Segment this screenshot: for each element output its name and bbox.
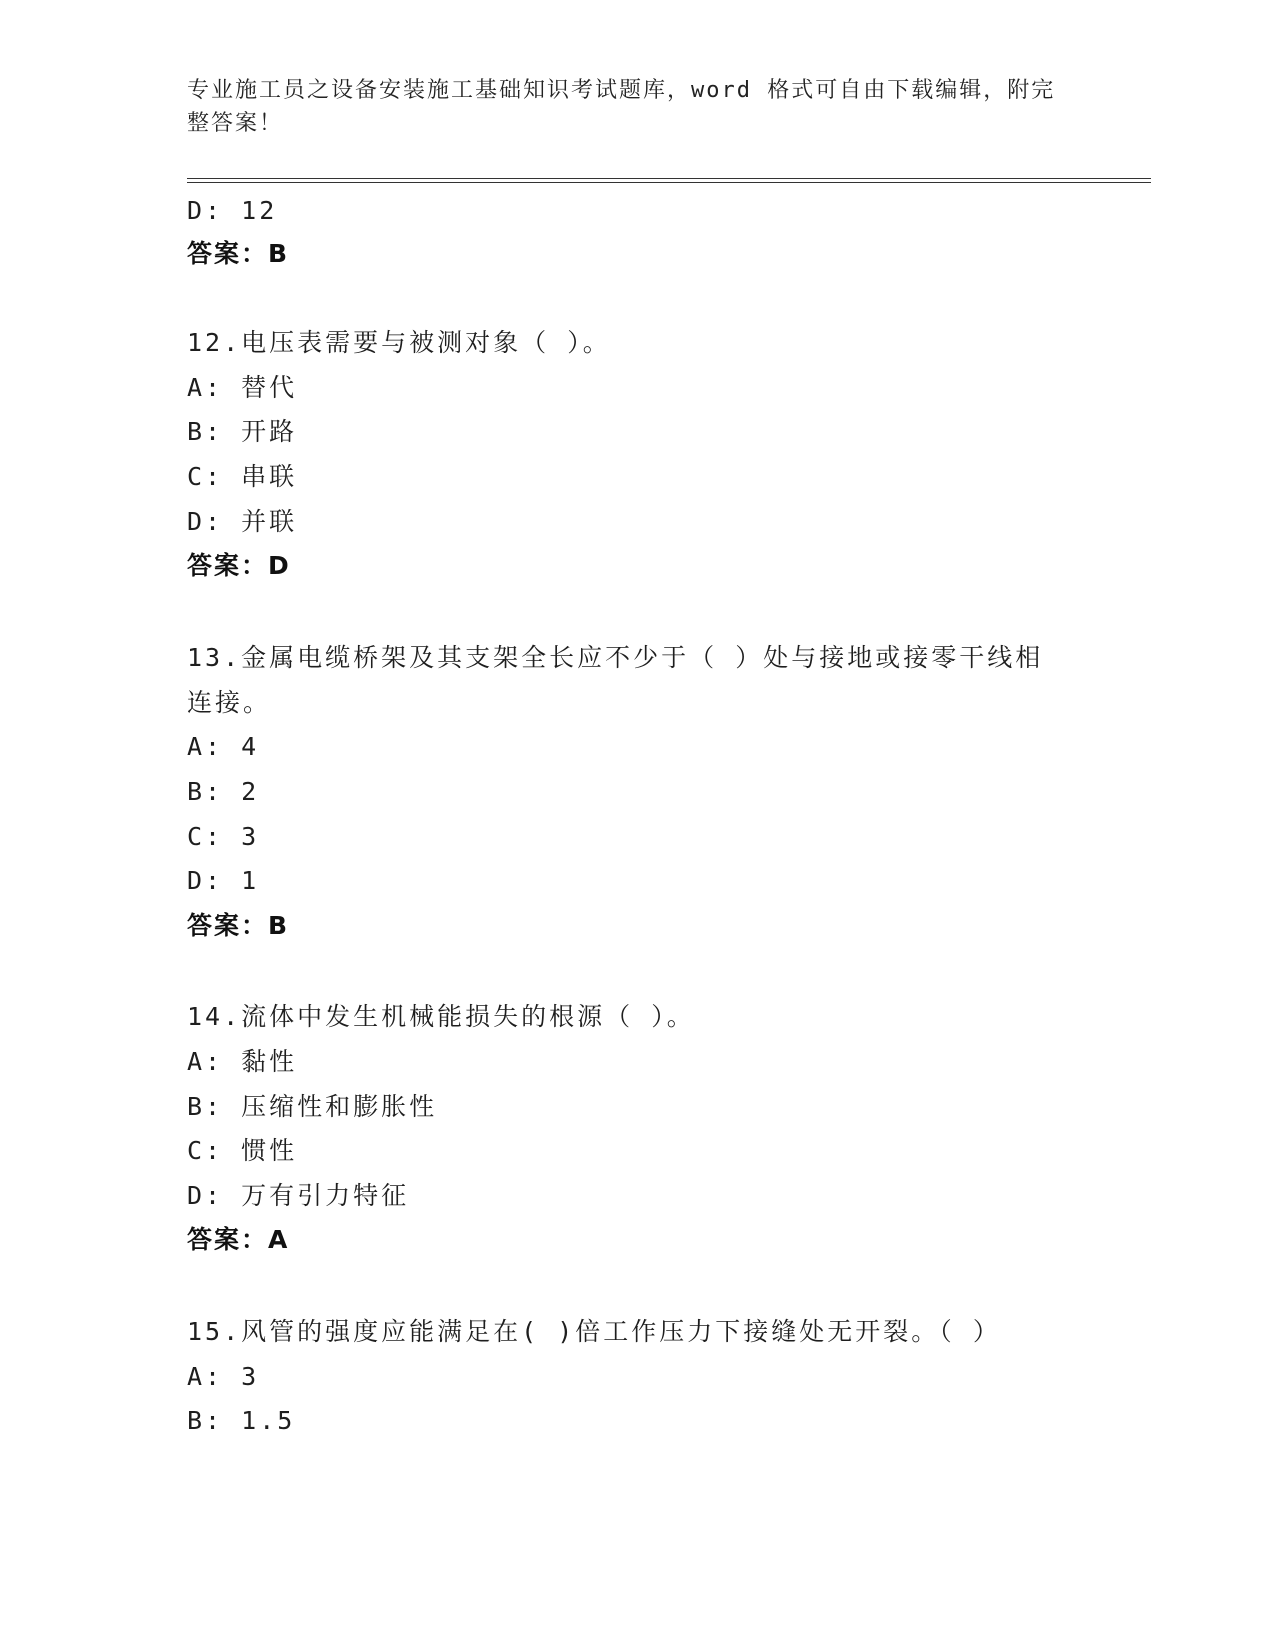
question-12-option-a: A: 替代 <box>187 373 298 402</box>
question-15-stem: 15.风管的强度应能满足在( )倍工作压力下接缝处无开裂。（ ） <box>187 1317 1001 1346</box>
question-15-option-a: A: 3 <box>187 1362 260 1391</box>
option-d-prev: D: 12 <box>187 196 278 225</box>
header-divider-top <box>187 178 1151 179</box>
question-14-answer: 答案：A <box>187 1225 290 1254</box>
header-divider-bottom <box>187 182 1151 183</box>
question-13-stem-line-1: 13.金属电缆桥架及其支架全长应不少于（ ）处与接地或接零干线相 <box>187 643 1044 672</box>
question-13-answer: 答案：B <box>187 911 290 940</box>
question-12-option-d: D: 并联 <box>187 507 298 536</box>
question-13-option-a: A: 4 <box>187 732 260 761</box>
question-12-option-b: B: 开路 <box>187 417 298 446</box>
question-13-option-d: D: 1 <box>187 866 260 895</box>
header-line-2: 整答案！ <box>187 111 284 136</box>
header-line-1: 专业施工员之设备安装施工基础知识考试题库，word 格式可自由下载编辑，附完 <box>187 78 1056 103</box>
question-14-option-a: A: 黏性 <box>187 1047 298 1076</box>
question-14-option-b: B: 压缩性和膨胀性 <box>187 1092 438 1121</box>
question-13-option-c: C: 3 <box>187 822 260 851</box>
question-14-stem: 14.流体中发生机械能损失的根源（ ）。 <box>187 1002 695 1031</box>
answer-prev: 答案：B <box>187 239 290 268</box>
document-header <box>187 74 1067 140</box>
question-14-option-d: D: 万有引力特征 <box>187 1181 410 1210</box>
question-12-option-c: C: 串联 <box>187 462 298 491</box>
question-12-answer: 答案：D <box>187 551 291 580</box>
question-14-option-c: C: 惯性 <box>187 1136 298 1165</box>
question-13-option-b: B: 2 <box>187 777 260 806</box>
question-12-stem: 12.电压表需要与被测对象（ ）。 <box>187 328 611 357</box>
question-15-option-b: B: 1.5 <box>187 1406 296 1435</box>
question-13-stem-line-2: 连接。 <box>187 688 272 717</box>
